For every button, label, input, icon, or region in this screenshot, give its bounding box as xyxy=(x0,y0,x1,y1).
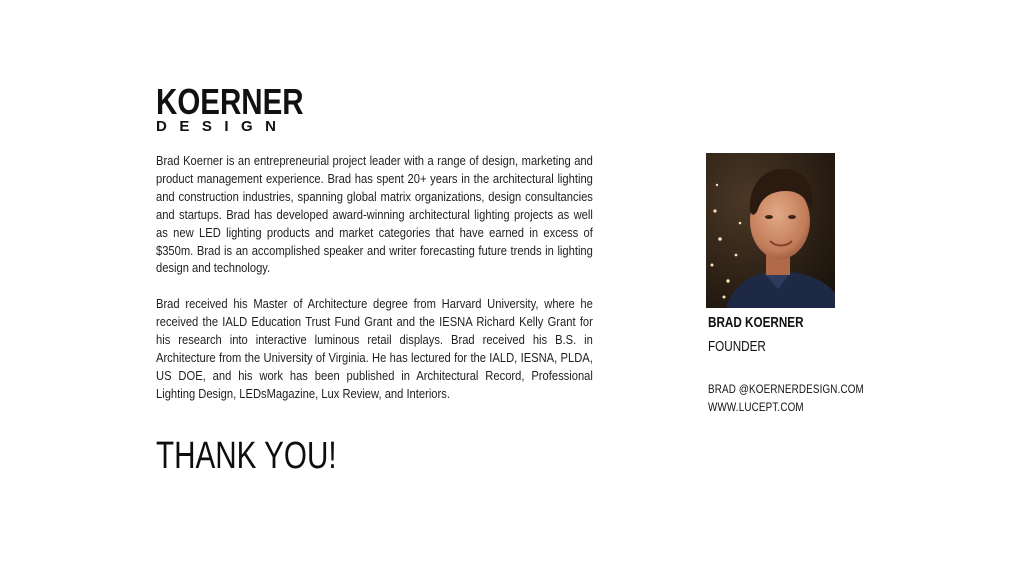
thank-you-heading: THANK YOU! xyxy=(156,435,337,477)
bio-text: Brad Koerner is an entrepreneurial project leader with a range of design, marketing and product management experience. Brad has spent 20+ years in the architectural lighting and construction industries, spanning global matrix organizations, design consultancies and startups. Brad has developed award-winning architectural lighting projects as well as new LED lighting products and market categories that have earned in excess of $350m. Brad is an accomplished speaker and writer forecasting future trends in lighting design and technology. xyxy=(156,153,593,276)
website-link[interactable]: WWW.LUCEPT.COM xyxy=(708,400,804,414)
email-link[interactable]: BRAD @KOERNERDESIGN.COM xyxy=(708,382,864,396)
person-name: BRAD KOERNER xyxy=(708,314,804,331)
portrait-illustration xyxy=(706,153,835,308)
bio-paragraph-2 xyxy=(156,295,593,402)
logo-subtitle: DESIGN xyxy=(156,118,289,135)
portrait-photo xyxy=(706,153,835,308)
bio-text: Brad received his Master of Architecture degree from Harvard University, where he received the IALD Education Trust Fund Grant and the IESNA Richard Kelly Grant for his research into interactive luminous retail displays. Brad received his B.S. in Architecture from the University of Virginia. He has lectured for the IALD, IESNA, PLDA, US DOE, and his work has been published in Architectural Record, Professional Lighting Design, LEDsMagazine, Lux Review, and Interiors. xyxy=(156,296,593,401)
person-title: FOUNDER xyxy=(708,338,766,355)
company-logo xyxy=(156,81,336,135)
logo-wordmark: KOERNER xyxy=(156,81,304,122)
bio-paragraph-1 xyxy=(156,152,593,277)
